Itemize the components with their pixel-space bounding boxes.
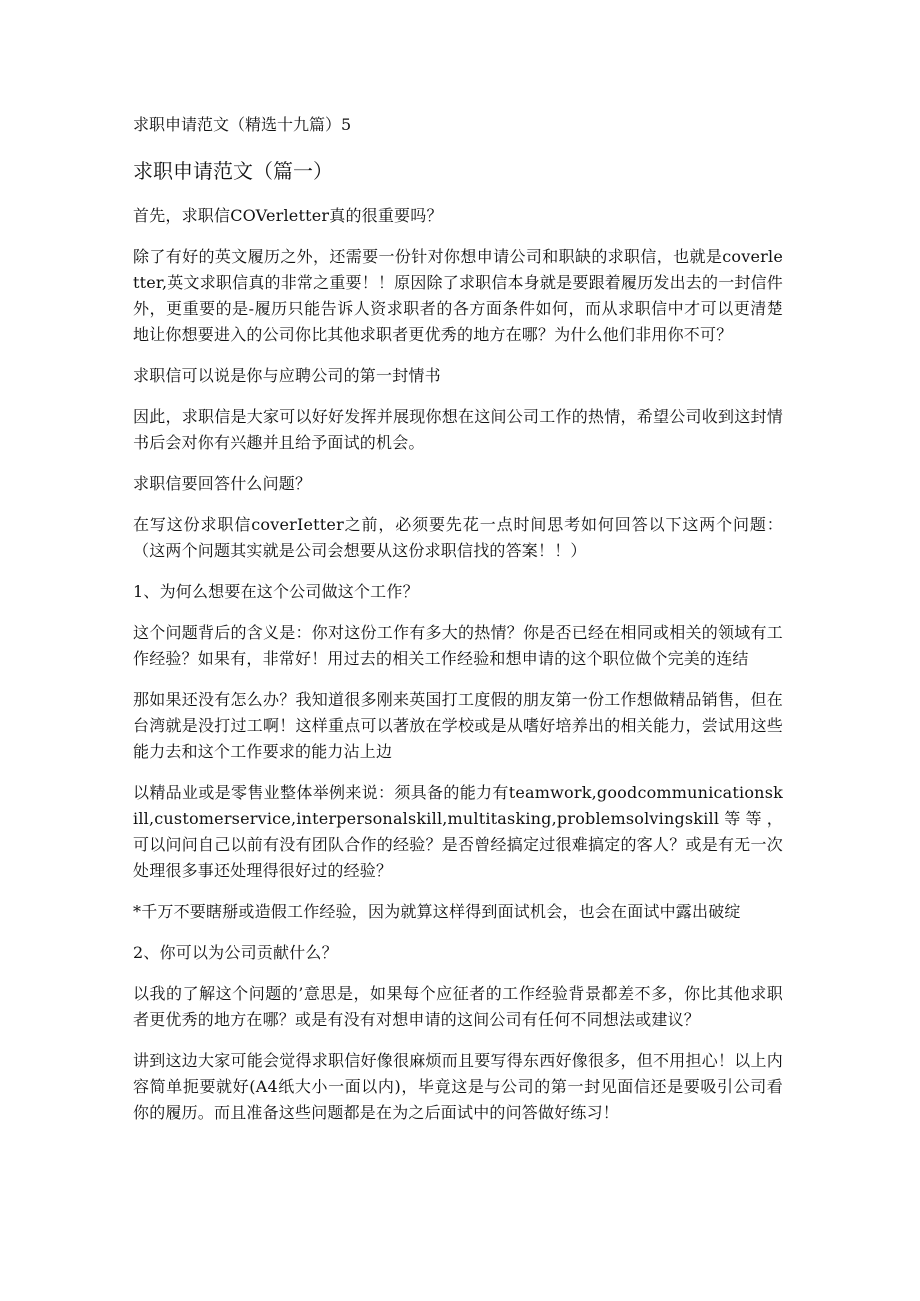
paragraph-no-experience: 那如果还没有怎么办？我知道很多刚来英国打工度假的朋友第一份工作想做精品销售，但在台湾就是没打过工啊！这样重点可以著放在学校或是从嗜好培养出的相关能力，尝试用这些能力去和这个工作要求的能力沾上边 — [133, 690, 783, 761]
paragraph-question-2-meaning: 以我的了解这个问题的’意思是，如果每个应征者的工作经验背景都差不多，你比其他求职者更优秀的地方在哪？或是有没有对想申请的这间公司有任何不同想法或建议？ — [133, 984, 783, 1029]
paragraph-skills-example: 以精品业或是零售业整体举例来说：须具备的能力有teamwork,goodcommunicationskill,customerservice,interpersonalskill,multitasking,problemsolvingskill等等，可以问问自己以前有没有团队合作的经验？是否曾经搞定过很难搞定的客人？或是有无一次处理很多事还处理得很好过的经验？ — [133, 783, 783, 880]
paragraph-question-2: 2、你可以为公司贡献什么？ — [133, 943, 338, 962]
document-title: 求职申请范文（精选十九篇）5 — [133, 115, 352, 134]
paragraph-love-letter: 求职信可以说是你与应聘公司的第一封情书 — [133, 366, 441, 385]
paragraph-importance: 除了有好的英文履历之外，还需要一份针对你想申请公司和职缺的求职信，也就是coverletter,英文求职信真的非常之重要！！原因除了求职信本身就是要跟着履历发出去的一封信件外，更重要的是-履历只能告诉人资求职者的各方面条件如何，而从求职信中才可以更清楚地让你想要进入的公司你比其他求职者更优秀的地方在哪？为什么他们非用你不可？ — [133, 247, 783, 344]
section-heading: 求职申请范文（篇一） — [133, 159, 333, 183]
paragraph-therefore: 因此，求职信是大家可以好好发挥并展现你想在这间公司工作的热情，希望公司收到这封情书后会对你有兴趣并且给予面试的机会。 — [133, 407, 783, 452]
paragraph-question-1-meaning: 这个问题背后的含义是：你对这份工作有多大的热情？你是否已经在相同或相关的领域有工作经验？如果有，非常好！用过去的相关工作经验和想申请的这个职位做个完美的连结 — [133, 623, 783, 668]
document-page — [133, 113, 783, 1141]
paragraph-intro-question: 首先，求职信COVerletter真的很重要吗？ — [133, 206, 443, 225]
paragraph-closing: 讲到这边大家可能会觉得求职信好像很麻烦而且要写得东西好像很多，但不用担心！以上内容简单扼要就好(A4纸大小一面以内)，毕竟这是与公司的第一封见面信还是要吸引公司看你的履历。而且准备这些问题都是在为之后面试中的问答做好练习！ — [133, 1051, 783, 1122]
paragraph-what-to-answer: 求职信要回答什么问题？ — [133, 474, 312, 493]
paragraph-before-writing: 在写这份求职信coverIetter之前，必须要先花一点时间思考如何回答以下这两个问题：（这两个问题其实就是公司会想要从这份求职信找的答案！！） — [133, 515, 783, 560]
paragraph-warning: *千万不要瞎掰或造假工作经验，因为就算这样得到面试机会，也会在面试中露出破绽 — [133, 902, 741, 921]
paragraph-question-1: 1、为何么想要在这个公司做这个工作？ — [133, 582, 419, 601]
